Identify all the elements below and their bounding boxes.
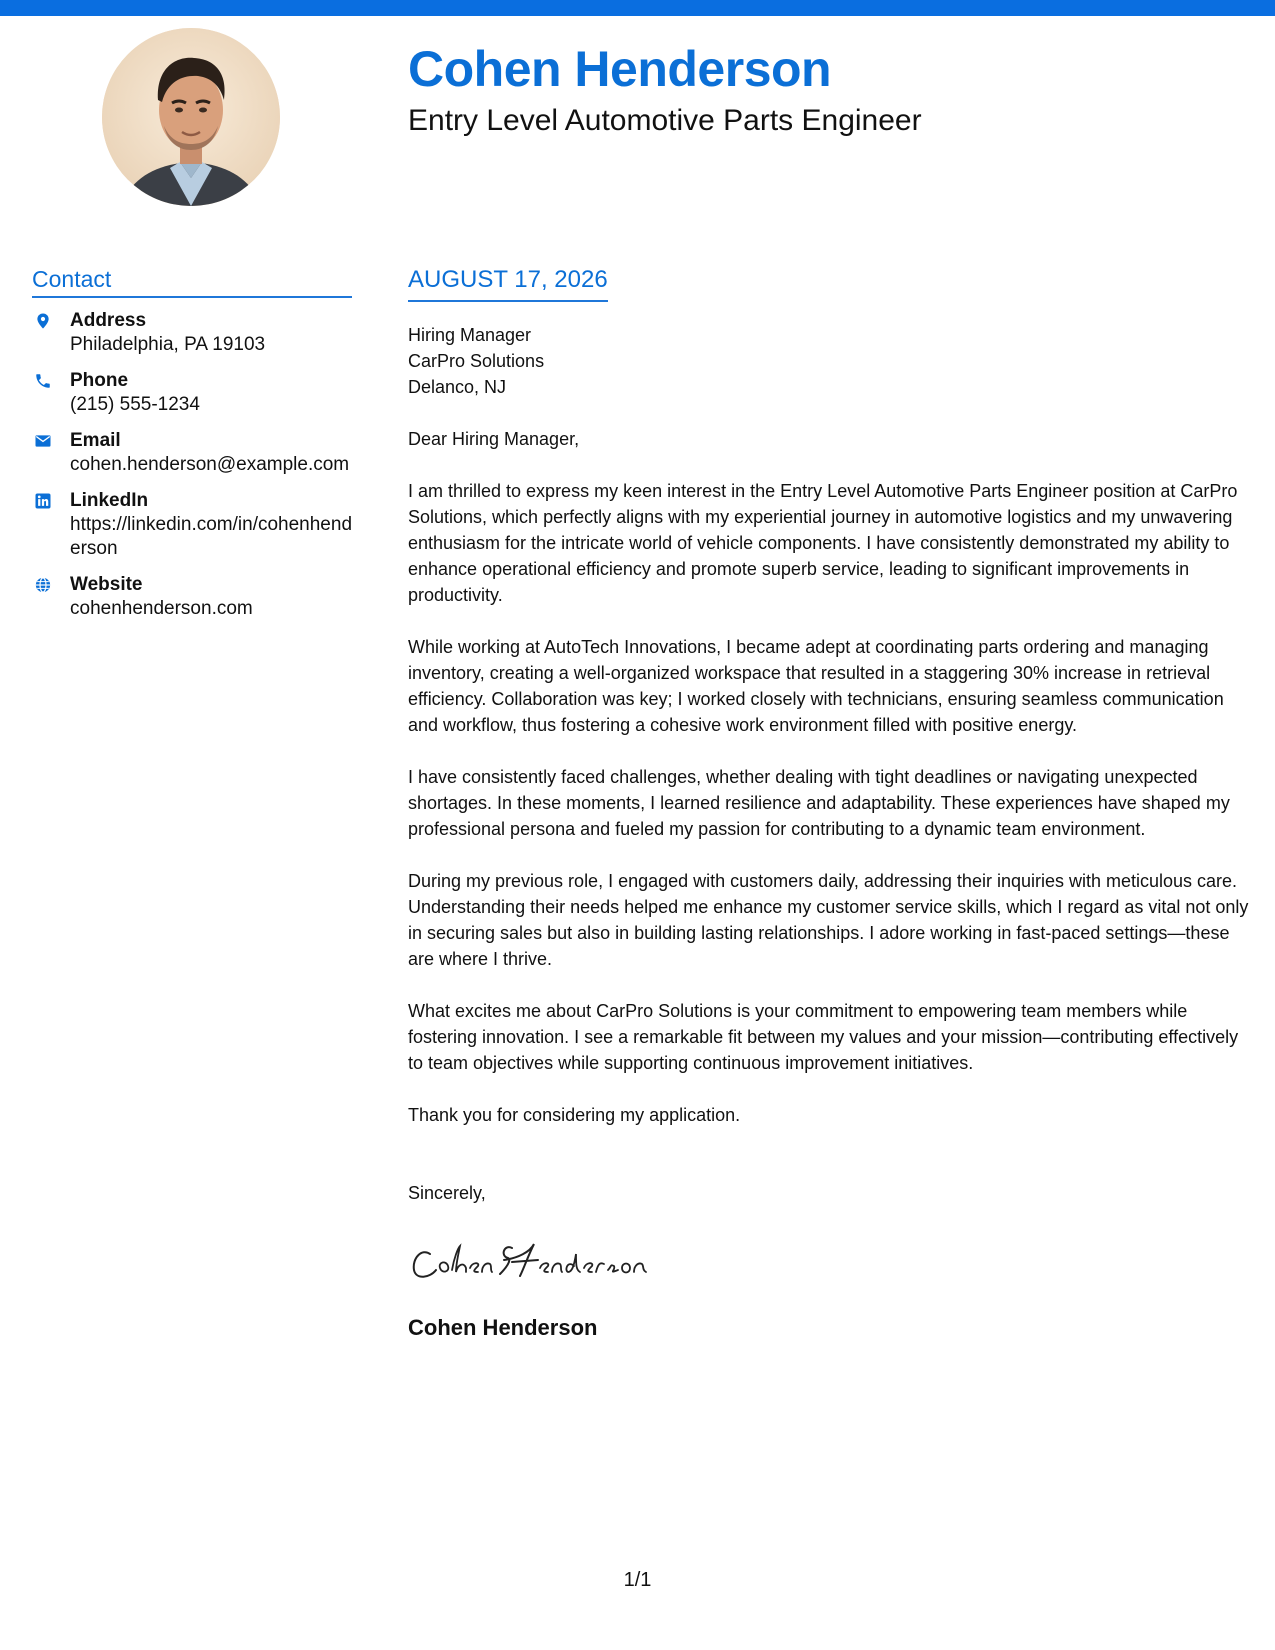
candidate-name: Cohen Henderson xyxy=(408,41,832,97)
signature-image xyxy=(408,1234,668,1290)
contact-item-phone xyxy=(32,369,352,417)
contact-value[interactable]: cohenhenderson.com xyxy=(70,597,253,619)
body-paragraph: Thank you for considering my application. xyxy=(408,1104,741,1125)
contact-label: Phone xyxy=(70,369,129,391)
contact-sidebar xyxy=(32,266,352,633)
top-accent-bar xyxy=(0,0,1275,16)
body-paragraph: I am thrilled to express my keen interest in the Entry Level Automotive Parts Engineer position at CarPro Solutions, which perfectly aligns with my experiential journey in automotive logistics and my unwavering enthusiasm for the intricate world of vehicle components. I have consistently demonstrated my ability to enhance operational efficiency and promote superb service, leading to significant improvements in productivity. xyxy=(408,480,1238,605)
contact-value[interactable]: https://linkedin.com/in/cohenhenderson xyxy=(70,513,353,559)
contact-item-address xyxy=(32,309,352,357)
contact-label: Email xyxy=(70,429,121,451)
contact-label: Address xyxy=(70,309,147,331)
job-title: Entry Level Automotive Parts Engineer xyxy=(408,104,922,137)
body-paragraph: During my previous role, I engaged with customers daily, addressing their inquiries with meticulous care. Understanding their needs helped me enhance my customer service skills, which I regard as vital not only in securing sales but also in building lasting relationships. I adore working in fast-paced settings—these are where I thrive. xyxy=(408,870,1249,969)
contact-value: Philadelphia, PA 19103 xyxy=(70,333,266,355)
email-icon xyxy=(34,432,52,450)
contact-item-email xyxy=(32,429,352,477)
recipient-line: Hiring Manager xyxy=(408,324,532,345)
globe-icon xyxy=(34,576,52,594)
contact-label: LinkedIn xyxy=(70,489,149,511)
signer-name: Cohen Henderson xyxy=(408,1314,598,1340)
contact-value: (215) 555-1234 xyxy=(70,393,200,415)
page-number: 1/1 xyxy=(623,1569,652,1591)
letter-body xyxy=(408,266,1253,1342)
body-paragraph: What excites me about CarPro Solutions is your commitment to empowering team members while fostering innovation. I see a remarkable fit between my values and your mission—contributing effectively to team objectives while supporting continuous improvement initiatives. xyxy=(408,1000,1239,1073)
contact-item-linkedin xyxy=(32,489,352,561)
recipient-line: Delanco, NJ xyxy=(408,376,507,397)
salutation: Dear Hiring Manager, xyxy=(408,428,580,449)
recipient-block xyxy=(408,322,1253,400)
phone-icon xyxy=(34,372,52,390)
body-paragraph: While working at AutoTech Innovations, I became adept at coordinating parts ordering and managing inventory, creating a well-organized workspace that resulted in a staggering 30% increase in retrieval efficiency. Collaboration was key; I worked closely with technicians, ensuring seamless communication and workflow, thus fostering a cohesive work environment filled with positive energy. xyxy=(408,636,1224,735)
contact-heading: Contact xyxy=(32,266,352,298)
profile-photo xyxy=(102,28,280,206)
contact-label: Website xyxy=(70,573,143,595)
recipient-line: CarPro Solutions xyxy=(408,350,545,371)
body-paragraph: I have consistently faced challenges, whether dealing with tight deadlines or navigating unexpected shortages. In these moments, I learned resilience and adaptability. These experiences have shaped my professional persona and fueled my passion for contributing to a dynamic team environment. xyxy=(408,766,1230,839)
contact-value: cohen.henderson@example.com xyxy=(70,453,350,475)
contact-item-website xyxy=(32,573,352,621)
linkedin-icon xyxy=(34,492,52,510)
closing: Sincerely, xyxy=(408,1182,486,1203)
letter-date: AUGUST 17, 2026 xyxy=(408,266,608,302)
location-pin-icon xyxy=(34,312,52,330)
contact-list xyxy=(32,309,352,621)
